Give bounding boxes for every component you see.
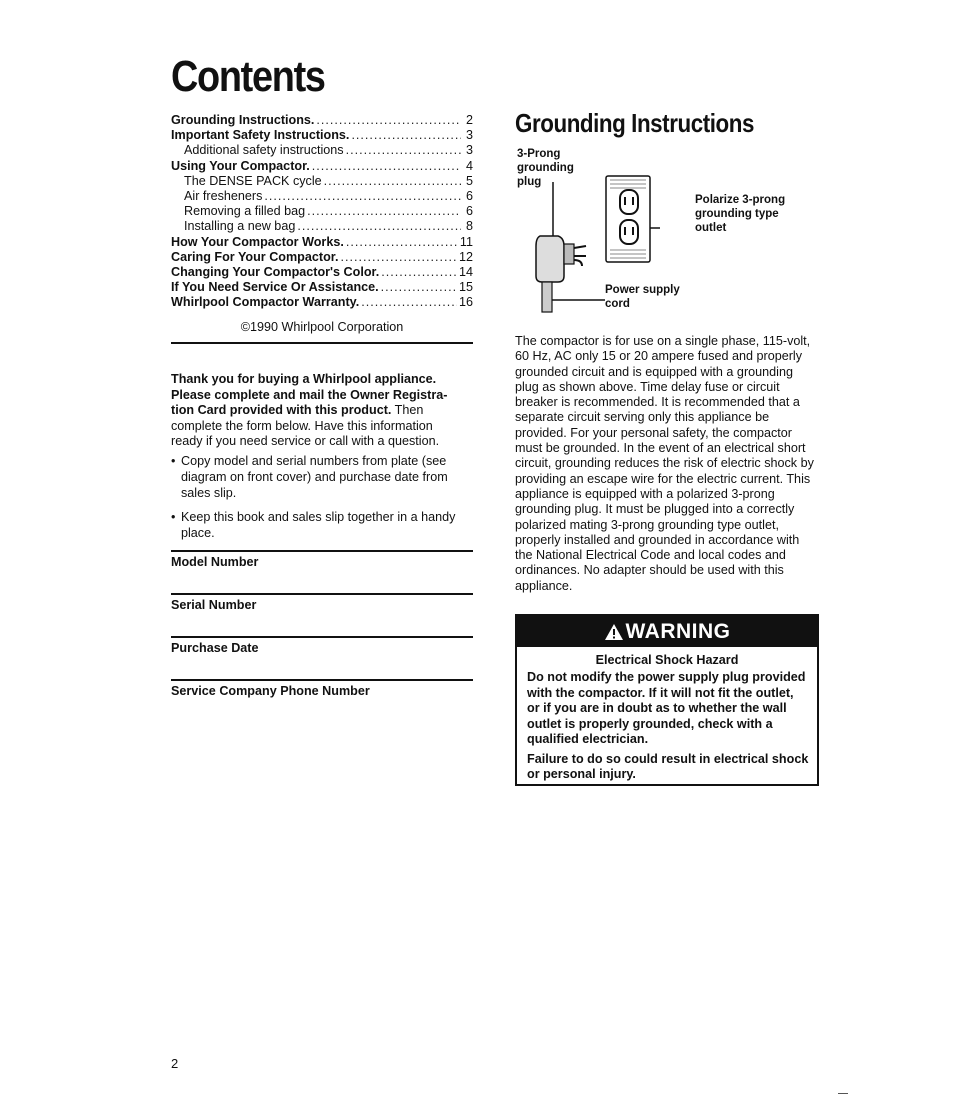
warning-text: Failure to do so could result in electrical shock or personal injury. [527, 751, 809, 781]
outlet-label: Polarize 3-prong grounding type outlet [695, 194, 786, 234]
dot-leader [316, 113, 461, 128]
plug-icon [536, 236, 605, 312]
divider [838, 1093, 848, 1094]
list-item: • Copy model and serial numbers from plate (see diagram on front cover) and purchase date from sales slip. [171, 453, 448, 500]
toc-entry-page: 16 [458, 295, 473, 310]
registration-text: Thank you for buying a Whirlpool appliance. Please complete and mail the Owner Registra- tion Card provided with this product. Then complete the form below. Have this information ready if you need service or call with a question. [171, 372, 448, 448]
toc-entry-page: 5 [465, 173, 473, 188]
dot-leader [307, 204, 461, 219]
toc-entry-label: How Your Compactor Works. [171, 234, 344, 249]
toc-entry-label: Additional safety instructions [184, 143, 344, 158]
toc-entry[interactable] [171, 113, 473, 128]
toc-entry-page: 14 [458, 265, 473, 280]
toc-entry-page: 2 [465, 113, 473, 127]
toc-entry[interactable] [171, 265, 473, 280]
plug-label: 3-Prong grounding plug [517, 148, 574, 188]
grounding-body-text: The compactor is for use on a single phase, 115-volt, 60 Hz, AC only 15 or 20 ampere fused and properly grounded circuit and is equipped with a grounding plug as shown above. Time delay fuse or circuit breaker is recommended. It is recommended that a separate circuit serving only this appliance be provided. For your personal safety, the compactor must be grounded. In the event of an electrical short circuit, grounding reduces the risk of electric shock by providing an escape wire for the electric current. This appliance is equipped with a polarized 3-prong grounding plug. It must be plugged into a correctly polarized mating 3-prong grounding type outlet, properly installed and grounded in accordance with the National Electrical Code and local codes and ordinances. No adapter should be used with this appliance. [515, 334, 814, 593]
toc-entry-label: Important Safety Instructions. [171, 128, 350, 143]
toc-entry-page: 6 [465, 189, 473, 204]
toc-entry-page: 12 [458, 249, 473, 264]
service-phone-field[interactable] [171, 679, 473, 698]
toc-entry[interactable] [171, 174, 473, 189]
toc-entry-page: 8 [465, 219, 473, 234]
toc-entry[interactable] [171, 128, 473, 143]
dot-leader [264, 189, 461, 204]
toc-entry-page: 3 [465, 143, 473, 158]
warning-box [515, 614, 819, 786]
toc-entry-label: If You Need Service Or Assistance. [171, 280, 379, 295]
toc-entry[interactable] [171, 280, 473, 295]
toc-entry-label: Installing a new bag [184, 219, 296, 234]
purchase-date-field[interactable] [171, 636, 473, 655]
toc-entry-page: 11 [459, 234, 473, 249]
toc-entry[interactable] [171, 219, 473, 234]
section-heading: Grounding Instructions [515, 108, 754, 138]
toc-entry-label: Air fresheners [184, 189, 263, 204]
toc-entry[interactable] [171, 143, 473, 158]
toc-entry[interactable] [171, 235, 473, 250]
toc-entry-label: Grounding Instructions. [171, 113, 315, 127]
warning-triangle-icon [604, 623, 624, 641]
dot-leader [381, 280, 457, 295]
copyright-notice: ©1990 Whirlpool Corporation [240, 320, 404, 334]
toc-entry-label: Whirlpool Compactor Warranty. [171, 295, 360, 310]
toc-entry[interactable] [171, 204, 473, 219]
dot-leader [361, 295, 457, 310]
toc-entry-page: 6 [465, 204, 473, 219]
field-label: Service Company Phone Number [171, 684, 370, 698]
dot-leader [351, 128, 461, 143]
toc-entry[interactable] [171, 295, 473, 310]
list-item: • Keep this book and sales slip together in a handy place. [171, 509, 456, 540]
dot-leader [346, 235, 458, 250]
serial-number-field[interactable] [171, 593, 473, 612]
dot-leader [340, 250, 457, 265]
page-title: Contents [171, 52, 325, 101]
warning-subheading: Electrical Shock Hazard [595, 653, 739, 667]
dot-leader [312, 159, 461, 174]
page-number: 2 [171, 1056, 179, 1071]
bullet-icon: • [171, 509, 176, 524]
warning-header: WARNING [517, 616, 817, 647]
toc-entry-label: The DENSE PACK cycle [184, 173, 322, 188]
dot-leader [297, 219, 461, 234]
toc-entry-label: Caring For Your Compactor. [171, 249, 339, 264]
field-label: Model Number [171, 555, 259, 569]
toc-entry-label: Removing a filled bag [184, 204, 306, 219]
toc-entry-page: 15 [458, 280, 473, 295]
registration-notice [171, 372, 476, 541]
toc-entry-page: 3 [465, 128, 473, 143]
toc-entry-label: Using Your Compactor. [171, 158, 310, 173]
dot-leader [324, 174, 461, 189]
outlet-icon [606, 176, 660, 262]
warning-text: Do not modify the power supply plug provided with the compactor. If it will not fit the outlet, or if you are in doubt as to whether the wall outlet is properly grounded, check with a qualified electrician. [527, 670, 806, 746]
toc-entry[interactable] [171, 189, 473, 204]
field-label: Serial Number [171, 598, 257, 612]
bullet-icon: • [171, 453, 176, 468]
toc-entry-label: Changing Your Compactor's Color. [171, 265, 380, 280]
table-of-contents [171, 113, 473, 311]
toc-entry[interactable] [171, 250, 473, 265]
toc-entry[interactable] [171, 159, 473, 174]
toc-entry-page: 4 [465, 158, 473, 173]
field-label: Purchase Date [171, 641, 259, 655]
model-number-field[interactable] [171, 550, 473, 569]
divider [171, 342, 473, 344]
cord-label: Power supply cord [605, 284, 680, 310]
dot-leader [381, 265, 457, 280]
dot-leader [346, 143, 461, 158]
